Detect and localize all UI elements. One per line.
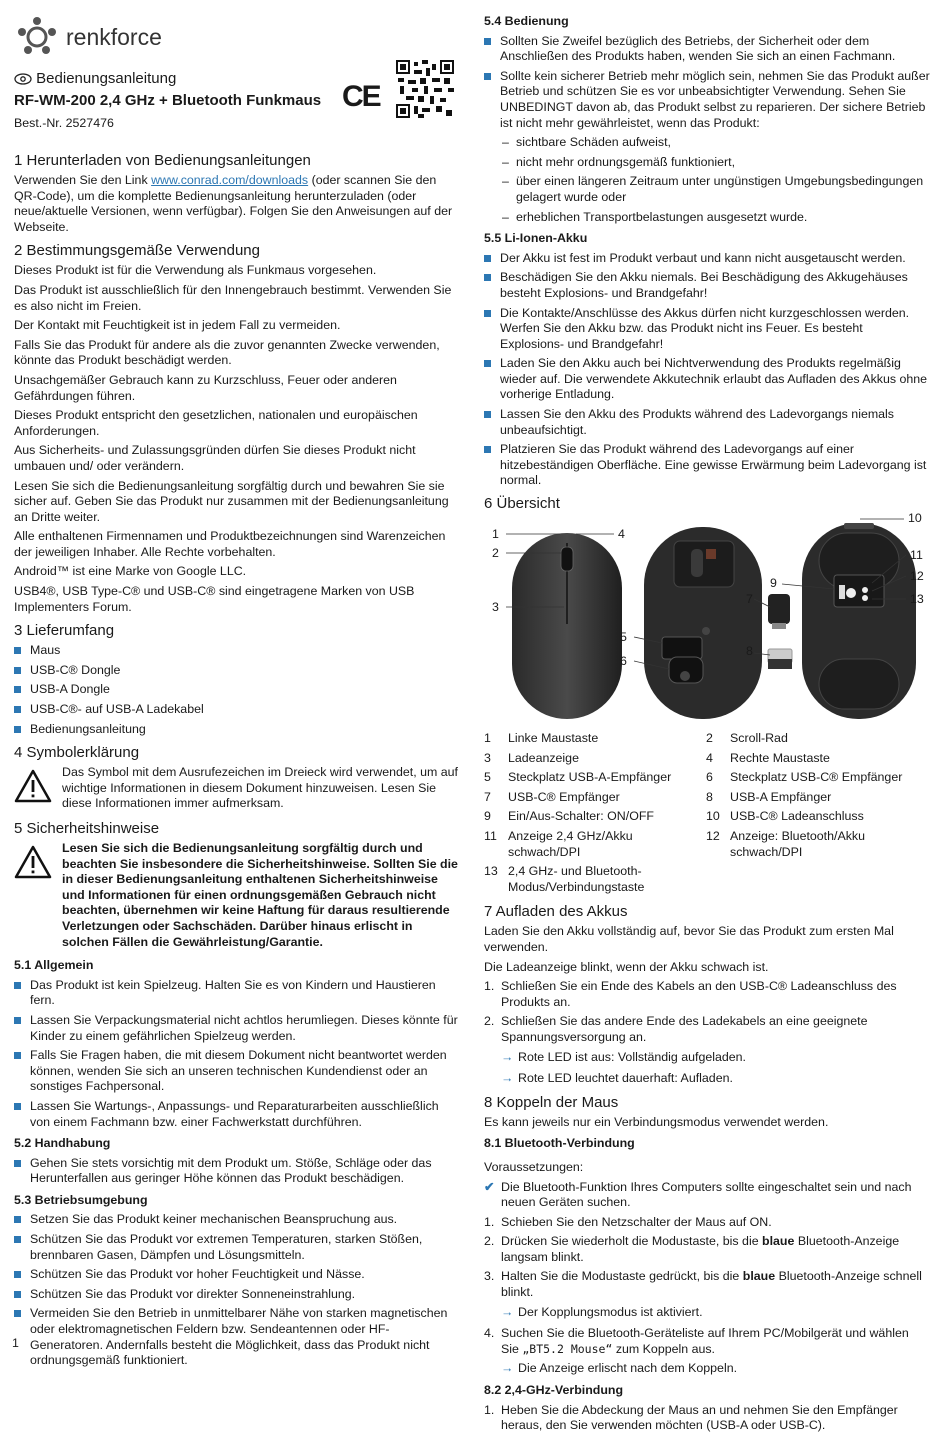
section-download xyxy=(14,152,460,235)
paragraph xyxy=(14,173,460,235)
step-text: Bluetooth-Anzeige langsam blinkt. xyxy=(501,1234,900,1264)
callout-9: 9 xyxy=(770,576,777,591)
order-number: Best.-Nr. 2527476 xyxy=(14,116,114,130)
legend-number: 7 xyxy=(484,789,491,804)
overview-legend xyxy=(484,731,930,895)
battery-list xyxy=(484,251,930,489)
paragraph: Dieses Produkt entspricht den gesetzlichen, nationalen und europäischen Anforderungen. xyxy=(14,408,418,438)
callout-6: 6 xyxy=(620,654,627,669)
callout-1: 1 xyxy=(492,527,499,542)
device-name: „BT5.2 Mouse“ xyxy=(522,1341,613,1356)
list-item: Schützen Sie das Produkt vor extremen Temperaturen, starken Stößen, brennbaren Gasen, Dämpfen und Lösungsmitteln. xyxy=(14,1232,460,1263)
result-text: Die Anzeige erlischt nach dem Koppeln. xyxy=(518,1361,738,1376)
list-item: Lassen Sie Wartungs-, Anpassungs- und Reparaturarbeiten ausschließlich von einem Fachmann bzw. einer Fachwerkstatt durchführen. xyxy=(14,1099,460,1130)
list-item: Schützen Sie das Produkt vor hoher Feuchtigkeit und Nässe. xyxy=(14,1267,460,1283)
qr-code-icon xyxy=(396,60,454,118)
section-pairing xyxy=(484,1094,930,1434)
paragraph: Es kann jeweils nur ein Verbindungsmodus verwendet werden. xyxy=(484,1114,829,1129)
list-item: – erheblichen Transportbelastungen ausgesetzt wurde. xyxy=(502,210,930,226)
paragraph: Die Ladeanzeige blinkt, wenn der Akku schwach ist. xyxy=(484,959,769,974)
callout-7: 7 xyxy=(746,592,753,607)
result-text: Rote LED leuchtet dauerhaft: Aufladen. xyxy=(518,1071,733,1086)
subsection-heading: 5.4 Bedienung xyxy=(484,14,569,28)
step-text: Halten Sie die Modustaste gedrückt, bis die xyxy=(501,1269,743,1284)
list-item: Laden Sie den Akku auch bei Nichtverwendung des Produkts regelmäßig wieder auf. Die verwendete Akkutechnik erlaubt das Aufladen des Akkus ohne vorherige Entladung. xyxy=(484,356,930,403)
legend-number: 9 xyxy=(484,809,491,824)
page-number: 1 xyxy=(12,1336,19,1350)
symbol-explanation xyxy=(14,765,460,812)
subsection-heading: 8.2 2,4-GHz-Verbindung xyxy=(484,1383,624,1398)
prerequisite-text: Die Bluetooth-Funktion Ihres Computers sollte eingeschaltet sein und nach neuen Geräten suchen. xyxy=(501,1179,912,1210)
text: (oder scannen Sie den QR-Code), um die komplette Bedienungsanleitung herunterzuladen (oder neue/aktuelle Versionen, wenn verfügbar). Folgen Sie den Anweisungen auf der Webseite. xyxy=(14,173,453,234)
step-item: 2. Schließen Sie das andere Ende des Ladekabels an eine geeignete Spannungsversorgung an. xyxy=(484,1014,868,1044)
legend-label: Anzeige: Bluetooth/Akku schwach/DPI xyxy=(730,829,866,859)
section-heading: 4 Symbolerklärung xyxy=(14,744,140,762)
subsection-heading: 5.5 Li-Ionen-Akku xyxy=(484,231,588,246)
list-item: Bedienungsanleitung xyxy=(14,722,460,738)
mouse-overview-diagram xyxy=(484,519,930,725)
section-heading: 6 Übersicht xyxy=(484,495,560,513)
legend-number: 5 xyxy=(484,770,491,785)
list-item: Setzen Sie das Produkt keiner mechanischen Beanspruchung aus. xyxy=(14,1212,460,1228)
legend-label: USB-C® Ladeanschluss xyxy=(730,809,864,824)
legend-number: 6 xyxy=(706,770,713,785)
charging-steps xyxy=(484,979,930,1045)
legend-number: 1 xyxy=(484,731,491,746)
legend-label: USB-C® Empfänger xyxy=(508,789,620,804)
arrow-right-icon: → xyxy=(501,1071,514,1086)
section-heading: 8 Koppeln der Maus xyxy=(484,1093,619,1111)
step-text-bold: blaue xyxy=(742,1269,776,1284)
result-item xyxy=(484,1050,930,1066)
paragraph: Lesen Sie sich die Bedienungsanleitung sorgfältig durch und beachten Sie insbesondere die Sicherheitshinweise. Sollten Sie die in dieser Bedienungsanleitung enthaltenen Sicherheitshinweise und Informationen für einen ordnungsgemäßen Gebrauch nicht beachten, übernehmen wir keine Haftung für daraus resultierende Verletzungen oder Sachschäden. Darüber hinaus erlischt in solchen Fällen die Gewährleistung/Garantie. xyxy=(62,841,458,949)
section-heading: 5 Sicherheitshinweise xyxy=(14,820,160,837)
step-item: 1. Heben Sie die Abdeckung der Maus an und nehmen Sie den Empfänger heraus, den Sie verwenden möchten (USB-A oder USB-C). xyxy=(484,1402,898,1433)
paragraph: Dieses Produkt ist für die Verwendung als Funkmaus vorgesehen. xyxy=(14,263,377,278)
warning-triangle-icon xyxy=(14,845,52,879)
legend-label: Ein/Aus-Schalter: ON/OFF xyxy=(508,809,654,824)
step-text: Heben Sie die Abdeckung der Maus an und nehmen Sie den Empfänger heraus, den Sie verwenden möchten (USB-A oder USB-C). xyxy=(501,1402,898,1433)
callout-5: 5 xyxy=(620,630,627,645)
section-heading: 1 Herunterladen von Bedienungsanleitungen xyxy=(14,152,311,169)
subsection-heading: 5.2 Handhabung xyxy=(14,1136,111,1151)
eye-icon xyxy=(14,72,32,90)
step-item: 1. Schieben Sie den Netzschalter der Maus auf ON. xyxy=(484,1214,772,1229)
paragraph: Laden Sie den Akku vollständig auf, bevor Sie das Produkt zum ersten Mal verwenden. xyxy=(484,924,894,954)
arrow-right-icon: → xyxy=(501,1049,514,1064)
step-text: Drücken Sie wiederholt die Modustaste, bis die xyxy=(501,1234,763,1249)
list-item: Vermeiden Sie den Betrieb in unmittelbarer Nähe von starken magnetischen oder elektromagnetischen Feldern bzw. Sendeantennen oder HF-Generatoren. Andernfalls besteht die Möglichkeit, dass das Produkt nicht ordnungsgemäß funktioniert. xyxy=(14,1306,460,1368)
renkforce-logo-icon xyxy=(16,16,58,58)
legend-number: 3 xyxy=(484,750,491,765)
safety-warning xyxy=(14,841,460,950)
list-item: Sollten Sie Zweifel bezüglich des Betriebs, der Sicherheit oder dem Anschließen des Produkts haben, wenden Sie sich an einen Fachmann. xyxy=(484,34,930,65)
bluetooth-steps-cont xyxy=(484,1326,930,1357)
section-heading: 3 Lieferumfang xyxy=(14,622,115,640)
list-item: Lassen Sie Verpackungsmaterial nicht achtlos herumliegen. Dieses könnte für Kinder zu einem gefährlichen Spielzeug werden. xyxy=(14,1013,460,1044)
mouse-bottom-view-2 xyxy=(802,523,916,719)
legend-label: Steckplatz USB-A-Empfänger xyxy=(508,770,672,785)
mouse-top-view xyxy=(512,533,622,719)
list-item: Sollte kein sicherer Betrieb mehr möglich sein, nehmen Sie das Produkt außer Betrieb und schützen Sie es vor unbeabsichtigter Verwendung. Sehen Sie UNBEDINGT davon ab, das Produkt selbst zu reparieren. Der sichere Betrieb ist nicht mehr gewährleistet, wenn das Produkt: xyxy=(484,69,930,131)
list-item: Maus xyxy=(14,643,460,659)
result-text: Der Kopplungsmodus ist aktiviert. xyxy=(518,1304,703,1319)
list-item: – sichtbare Schäden aufweist, xyxy=(502,135,930,151)
delivery-list xyxy=(14,643,460,737)
callout-11: 11 xyxy=(910,548,923,563)
section-delivery-content xyxy=(14,622,460,737)
paragraph: USB4®, USB Type-C® und USB-C® sind eingetragene Marken von USB Implementers Forum. xyxy=(14,584,415,614)
operation-conditions xyxy=(502,135,930,225)
prerequisite-item xyxy=(484,1180,930,1211)
right-column xyxy=(484,14,930,1441)
legend-number: 12 xyxy=(706,829,720,843)
product-title: RF-WM-200 2,4 GHz + Bluetooth Funkmaus xyxy=(14,92,322,109)
step-text: Schließen Sie ein Ende des Kabels an den USB-C® Ladeanschluss des Produkts an. xyxy=(501,979,897,1009)
result-item xyxy=(484,1071,930,1087)
callout-12: 12 xyxy=(910,569,924,584)
callout-13: 13 xyxy=(910,592,924,607)
paragraph: Lesen Sie sich die Bedienungsanleitung sorgfältig durch und bewahren Sie sie sicher auf. Geben Sie das Produkt nur zusammen mit der Bedienungsanleitung an Dritte weiter. xyxy=(14,478,449,524)
section-safety xyxy=(14,820,460,1369)
paragraph: Alle enthaltenen Firmennamen und Produktbezeichnungen sind Warenzeichen der jeweiligen Inhaber. Alle Rechte vorbehalten. xyxy=(14,529,446,559)
step-text: Suchen Sie die Bluetooth-Geräteliste auf Ihrem PC/Mobilgerät und wählen Sie xyxy=(501,1326,909,1356)
step-text: Schließen Sie das andere Ende des Ladekabels an eine geeignete Spannungsversorgung an. xyxy=(501,1014,868,1044)
section-heading: 2 Bestimmungsgemäße Verwendung xyxy=(14,242,260,260)
paragraph: Unsachgemäßer Gebrauch kann zu Kurzschluss, Feuer oder anderen Gefährdungen führen. xyxy=(14,372,397,403)
subsection-heading: 8.1 Bluetooth-Verbindung xyxy=(484,1136,635,1151)
overview-figure xyxy=(484,511,930,725)
step-text-bold: blaue xyxy=(762,1234,795,1249)
brand-logo xyxy=(14,14,460,64)
warning-triangle-icon xyxy=(14,769,52,803)
general-list xyxy=(14,978,460,1130)
ghz-steps xyxy=(484,1403,930,1434)
list-item: Beschädigen Sie den Akku niemals. Bei Beschädigung des Akkugehäuses besteht Explosions- und Brandgefahr! xyxy=(484,270,930,301)
environment-list xyxy=(14,1212,460,1368)
legend-number: 10 xyxy=(706,809,720,824)
paragraph: Das Symbol mit dem Ausrufezeichen im Dreieck wird verwendet, um auf wichtige Informationen in diesem Dokument hinzuweisen. Lesen Sie diese Informationen immer aufmerksam. xyxy=(62,765,458,811)
legend-label: Rechte Maustaste xyxy=(730,750,830,765)
ce-mark: CE xyxy=(342,80,380,113)
legend-number: 2 xyxy=(706,731,713,746)
checkmark-icon: ✔ xyxy=(484,1179,495,1194)
step-item: 1. Schließen Sie ein Ende des Kabels an den USB-C® Ladeanschluss des Produkts an. xyxy=(484,979,897,1009)
callout-8: 8 xyxy=(746,644,753,659)
paragraph: Der Kontakt mit Feuchtigkeit ist in jedem Fall zu vermeiden. xyxy=(14,318,341,333)
brand-name: renkforce xyxy=(66,24,162,50)
paragraph: Das Produkt ist ausschließlich für den Innengebrauch bestimmt. Verwenden Sie es also nicht im Freien. xyxy=(14,282,452,313)
dongles xyxy=(768,594,792,669)
callout-3: 3 xyxy=(492,600,499,615)
section-symbols xyxy=(14,744,460,812)
arrow-right-icon: → xyxy=(501,1304,514,1319)
list-item: Das Produkt ist kein Spielzeug. Halten Sie es von Kindern und Haustieren fern. xyxy=(14,978,460,1009)
legend-label: Scroll-Rad xyxy=(730,731,788,746)
section-heading: 7 Aufladen des Akkus xyxy=(484,903,628,921)
step-item: 2. Drücken Sie wiederholt die Modustaste, bis die blaue Bluetooth-Anzeige langsam blinkt. xyxy=(484,1234,900,1264)
list-item: Der Akku ist fest im Produkt verbaut und kann nicht ausgetauscht werden. xyxy=(484,251,930,267)
legend-number: 11 xyxy=(484,829,497,843)
list-item: Gehen Sie stets vorsichtig mit dem Produkt um. Stöße, Schläge oder das Herunterfallen aus geringer Höhe können das Produkt beschädigen. xyxy=(14,1156,460,1187)
list-item: Lassen Sie den Akku des Produkts während des Ladevorgangs niemals unbeaufsichtigt. xyxy=(484,407,930,438)
list-item: USB-C® Dongle xyxy=(14,663,460,679)
subsection-heading: 5.1 Allgemein xyxy=(14,958,94,973)
list-item: Die Kontakte/Anschlüsse des Akkus dürfen nicht kurzgeschlossen werden. Werfen Sie den Akku bzw. das Produkt nicht ins Feuer. Es besteht Explosions- und Brandgefahr! xyxy=(484,306,930,353)
list-item: USB-A Dongle xyxy=(14,682,460,698)
handling-list xyxy=(14,1156,460,1187)
paragraph: Android™ ist eine Marke von Google LLC. xyxy=(14,564,247,579)
mouse-bottom-view xyxy=(644,527,762,719)
arrow-right-icon: → xyxy=(501,1361,514,1376)
legend-label: Anzeige 2,4 GHz/Akku schwach/DPI xyxy=(508,829,633,859)
legend-number: 13 xyxy=(484,864,498,879)
prerequisites-label: Voraussetzungen: xyxy=(484,1159,584,1174)
step-text: zum Koppeln aus. xyxy=(612,1341,716,1356)
doc-type: Bedienungsanleitung xyxy=(36,70,177,87)
step-text: Bluetooth-Anzeige schnell blinkt. xyxy=(501,1269,922,1300)
result-item xyxy=(484,1361,930,1377)
left-column xyxy=(14,0,460,1376)
list-item: USB-C®- auf USB-A Ladekabel xyxy=(14,702,460,718)
paragraph: Falls Sie das Produkt für andere als die zuvor genannten Zwecke verwenden, könnte das Produkt beschädigt werden. xyxy=(14,337,440,368)
section-charging xyxy=(484,903,930,1086)
legend-label: USB-A Empfänger xyxy=(730,789,832,804)
legend-label: 2,4 GHz- und Bluetooth-Modus/Verbindungstaste xyxy=(508,864,645,894)
operation-list xyxy=(484,34,930,132)
legend-number: 8 xyxy=(706,789,713,804)
paragraph: Aus Sicherheits- und Zulassungsgründen dürfen Sie dieses Produkt nicht umbauen und/ oder verändern. xyxy=(14,443,416,473)
section-intended-use xyxy=(14,242,460,615)
callout-2: 2 xyxy=(492,546,499,561)
legend-label: Ladeanzeige xyxy=(508,750,579,765)
list-item: Platzieren Sie das Produkt während des Ladevorgangs auf einer hitzebeständigen Oberfläche. Eine gewisse Erwärmung beim Ladevorgang ist normal. xyxy=(484,442,930,489)
list-item: Falls Sie Fragen haben, die mit diesem Dokument nicht beantwortet werden können, wenden Sie sich an unseren technischen Kundendienst oder an sonstiges Fachpersonal. xyxy=(14,1048,460,1095)
legend-label: Steckplatz USB-C® Empfänger xyxy=(730,770,903,785)
step-item: 3. Halten Sie die Modustaste gedrückt, bis die blaue Bluetooth-Anzeige schnell blinkt. xyxy=(484,1269,922,1300)
list-item: – nicht mehr ordnungsgemäß funktioniert, xyxy=(502,155,930,171)
subsection-heading: 5.3 Betriebsumgebung xyxy=(14,1192,148,1207)
list-item: – über einen längeren Zeitraum unter ungünstigen Umgebungsbedingungen gelagert wurde oder xyxy=(502,174,930,205)
step-item: 4. Suchen Sie die Bluetooth-Geräteliste auf Ihrem PC/Mobilgerät und wählen Sie „BT5.2 Mouse“ zum Koppeln aus. xyxy=(484,1326,909,1356)
legend-number: 4 xyxy=(706,750,713,765)
callout-10: 10 xyxy=(908,511,922,526)
step-text: Schieben Sie den Netzschalter der Maus auf ON. xyxy=(501,1214,772,1229)
download-link[interactable]: www.conrad.com/downloads xyxy=(151,173,309,187)
result-text: Rote LED ist aus: Vollständig aufgeladen. xyxy=(518,1049,746,1064)
legend-label: Linke Maustaste xyxy=(508,731,599,746)
result-item xyxy=(484,1305,930,1321)
doc-header xyxy=(14,70,460,152)
callout-4: 4 xyxy=(618,527,625,542)
text: Verwenden Sie den Link xyxy=(14,173,152,187)
bluetooth-steps xyxy=(484,1215,930,1301)
list-item: Schützen Sie das Produkt vor direkter Sonneneinstrahlung. xyxy=(14,1287,460,1303)
